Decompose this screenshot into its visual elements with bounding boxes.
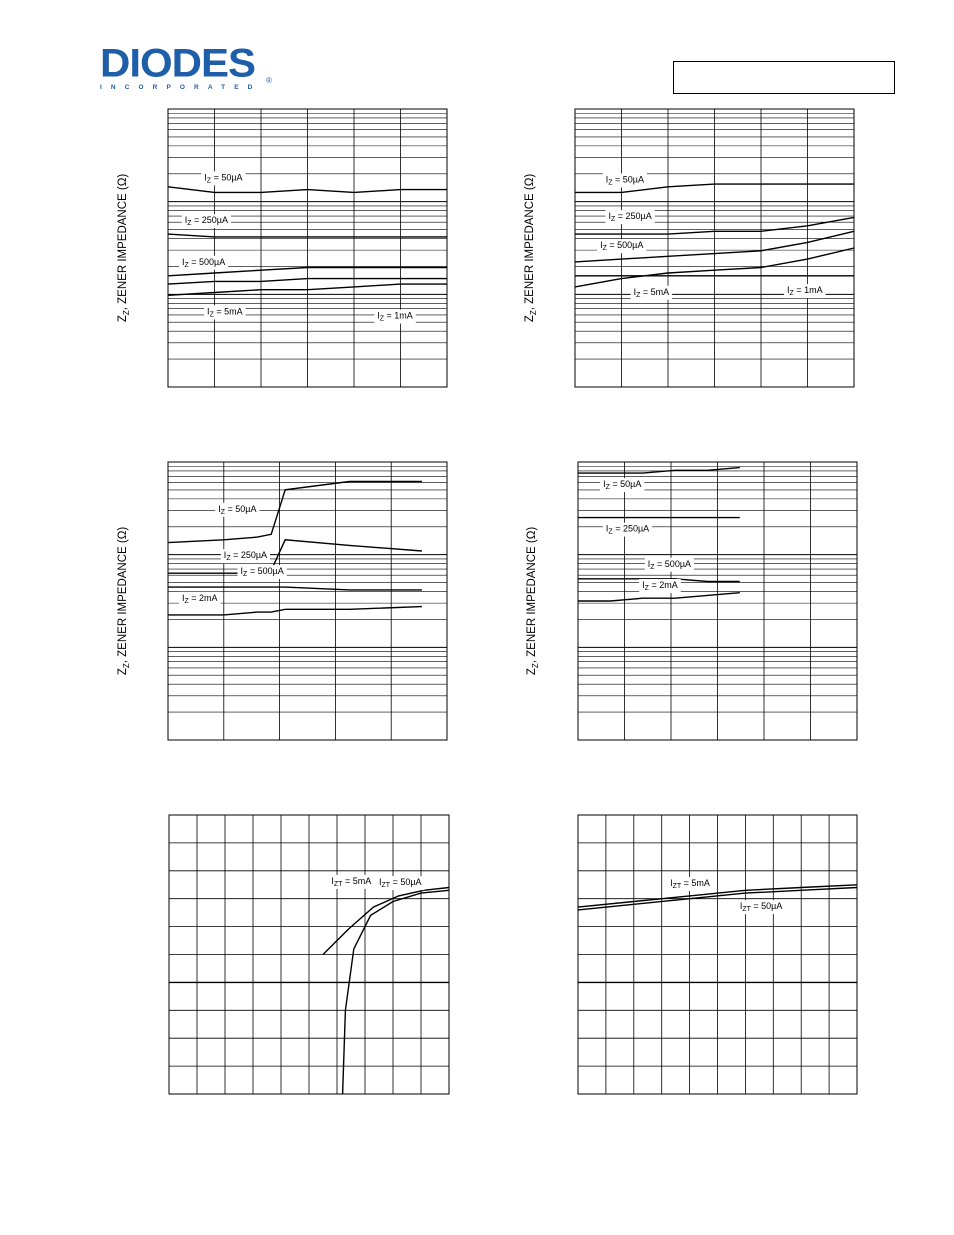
label-rest: = 50µA (750, 901, 783, 912)
chart-c3 (117, 462, 447, 740)
ylabel-main: Z (117, 668, 129, 676)
label-main: I (181, 592, 185, 603)
label-rest: = 250µA (191, 215, 229, 226)
chart-c2 (524, 109, 854, 387)
label-rest: = 50µA (211, 172, 243, 183)
series-line-1 (168, 482, 422, 543)
logo-wordmark: DIODES (100, 40, 256, 85)
label-main: I (600, 240, 603, 251)
label-sub: Z (608, 179, 613, 187)
grid (578, 815, 857, 1094)
label-main: I (240, 566, 244, 577)
label-rest: = 50µA (390, 877, 422, 888)
label-sub: Z (226, 555, 231, 563)
y-axis-label (117, 174, 131, 322)
label-sub: ZT (381, 882, 391, 890)
series-line-4 (578, 593, 740, 601)
y-axis-label (524, 174, 538, 322)
series-labels (597, 173, 825, 299)
label-sub: Z (605, 484, 610, 492)
grid (168, 109, 447, 387)
ylabel-rest: , ZENER IMPEDANCE (Ω) (524, 173, 536, 311)
ylabel-sub: Z (531, 663, 540, 669)
label-rest: = 2mA (188, 592, 218, 603)
chart-c5 (169, 815, 449, 1094)
chart-c4 (526, 462, 857, 740)
label-main: I (739, 901, 743, 912)
label-sub: Z (636, 291, 641, 299)
ylabel-main: Z (524, 315, 536, 323)
ylabel-sub: Z (529, 310, 538, 316)
label-rest: = 250µA (615, 211, 652, 222)
label-main: I (218, 503, 221, 514)
label-sub: Z (184, 261, 189, 269)
label-rest: = 500µA (654, 558, 692, 569)
label-main: I (642, 580, 645, 590)
label-main: I (647, 558, 651, 569)
chart-c6 (578, 815, 857, 1094)
y-axis-label (526, 527, 540, 675)
label-sub: Z (187, 220, 192, 228)
label-main: I (603, 479, 606, 490)
label-main: I (605, 174, 609, 185)
label-rest: = 5mA (681, 877, 710, 888)
ylabel-sub: Z (122, 310, 131, 316)
label-main: I (379, 877, 382, 888)
series-line-3 (168, 587, 422, 590)
label-rest: = 50µA (225, 503, 257, 514)
label-sub: Z (789, 290, 794, 298)
series-line-1 (323, 888, 449, 955)
label-sub: Z (184, 597, 189, 605)
ylabel-main: Z (526, 668, 538, 676)
y-axis-label (117, 527, 131, 675)
label-sub: Z (206, 177, 212, 185)
label-rest: = 1mA (793, 285, 823, 296)
ylabel-sub: Z (122, 663, 131, 669)
label-main: I (181, 256, 185, 267)
label-main: I (207, 306, 210, 317)
ylabel-rest: , ZENER IMPEDANCE (Ω) (117, 173, 129, 311)
label-main: I (633, 286, 637, 297)
series-line-1 (578, 468, 740, 474)
series-line-4 (168, 607, 422, 615)
label-main: I (605, 523, 609, 534)
chart-c1 (117, 109, 447, 387)
label-sub: Z (243, 571, 248, 579)
label-sub: Z (379, 315, 385, 323)
label-rest: = 500µA (606, 240, 644, 251)
label-rest: = 50µA (612, 174, 644, 185)
label-main: I (223, 550, 227, 561)
grid (169, 815, 449, 1094)
label-sub: ZT (333, 880, 343, 888)
label-main: I (184, 215, 188, 226)
series-line-2 (168, 540, 422, 573)
label-main: I (204, 172, 207, 183)
ylabel-rest: , ZENER IMPEDANCE (Ω) (526, 526, 538, 664)
label-rest: = 5mA (213, 306, 243, 317)
label-rest: = 5mA (342, 875, 372, 886)
label-sub: Z (220, 508, 226, 516)
series-labels (600, 478, 694, 593)
label-rest: = 1mA (384, 310, 413, 321)
label-rest: = 5mA (640, 286, 670, 297)
label-main: I (331, 875, 334, 886)
label-rest: = 500µA (188, 256, 226, 267)
label-sub: Z (209, 311, 214, 319)
label-sub: ZT (742, 906, 751, 914)
label-sub: Z (608, 528, 613, 536)
label-rest: = 250µA (612, 523, 650, 534)
ylabel-rest: , ZENER IMPEDANCE (Ω) (117, 526, 129, 664)
registered-mark: ® (266, 76, 272, 85)
grid (578, 462, 857, 740)
label-rest: = 500µA (247, 566, 284, 577)
label-rest: = 250µA (230, 550, 268, 561)
label-sub: Z (644, 585, 649, 592)
label-main: I (377, 310, 380, 321)
series-labels (328, 875, 424, 890)
label-sub: Z (602, 245, 607, 253)
label-sub: ZT (672, 882, 682, 890)
logo-subtitle: INCORPORATED (100, 84, 262, 91)
label-main: I (670, 877, 673, 888)
label-main: I (608, 211, 611, 222)
ylabel-main: Z (117, 315, 129, 323)
label-sub: Z (610, 216, 616, 224)
label-rest: = 50µA (609, 479, 642, 490)
label-rest: = 2mA (648, 580, 678, 590)
label-main: I (787, 285, 790, 296)
label-sub: Z (650, 563, 655, 571)
